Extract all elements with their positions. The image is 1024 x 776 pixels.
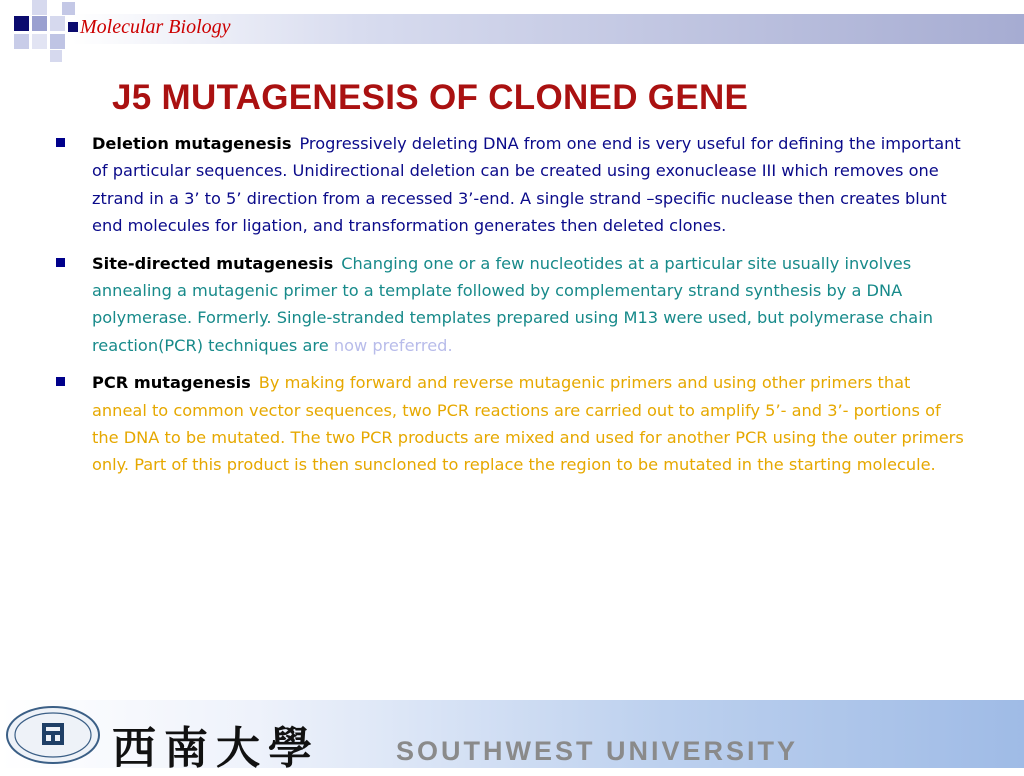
term-label: Deletion mutagenesis [92,134,292,153]
list-item [56,250,966,360]
slide-title: J5 MUTAGENESIS OF CLONED GENE [112,78,749,117]
university-name: SOUTHWEST UNIVERSITY [396,736,799,766]
bullet-list [56,130,966,489]
square-bullet-icon [56,258,65,267]
list-item [56,130,966,240]
university-seal-icon [4,705,102,765]
square-bullet-icon [56,138,65,147]
term-label: PCR mutagenesis [92,373,251,393]
university-calligraphy: 西南大學 [112,723,320,774]
list-item [56,369,966,479]
term-label: Site-directed mutagenesis [92,253,334,273]
item-description-tail: now preferred. [333,335,453,355]
item-description: By making forward and reverse mutagenic primers and using other primers that anneal to common vector sequences, two PCR reactions are carried out to amplify 5’- and 3’- portions of the DNA to be mutated. The two PCR products are mixed and used for another PCR using the outer primers only. Part of this product is then suncloned to replace the region to be mutated in the starting molecule. [92,373,964,475]
item-description: Progressively deleting DNA from one end is very useful for defining the important of particular sequences. Unidirectional deletion can be created using exonuclease III which removes one ztrand in a 3’ to 5’ direction from a recessed 3’-end. A single strand –specific nuclease then creates blunt end molecules for ligation, and transformation generates then deleted clones. [92,134,961,236]
square-bullet-icon [56,377,65,386]
header-title: Molecular Biology [80,16,231,38]
item-description: Changing one or a few nucleotides at a particular site usually involves annealing a mutagenic primer to a template followed by complementary strand synthesis by a DNA polymerase. Formerly. Single-stranded templates prepared using M13 were used, but polymerase chain reaction(PCR) techniques are [92,253,933,355]
